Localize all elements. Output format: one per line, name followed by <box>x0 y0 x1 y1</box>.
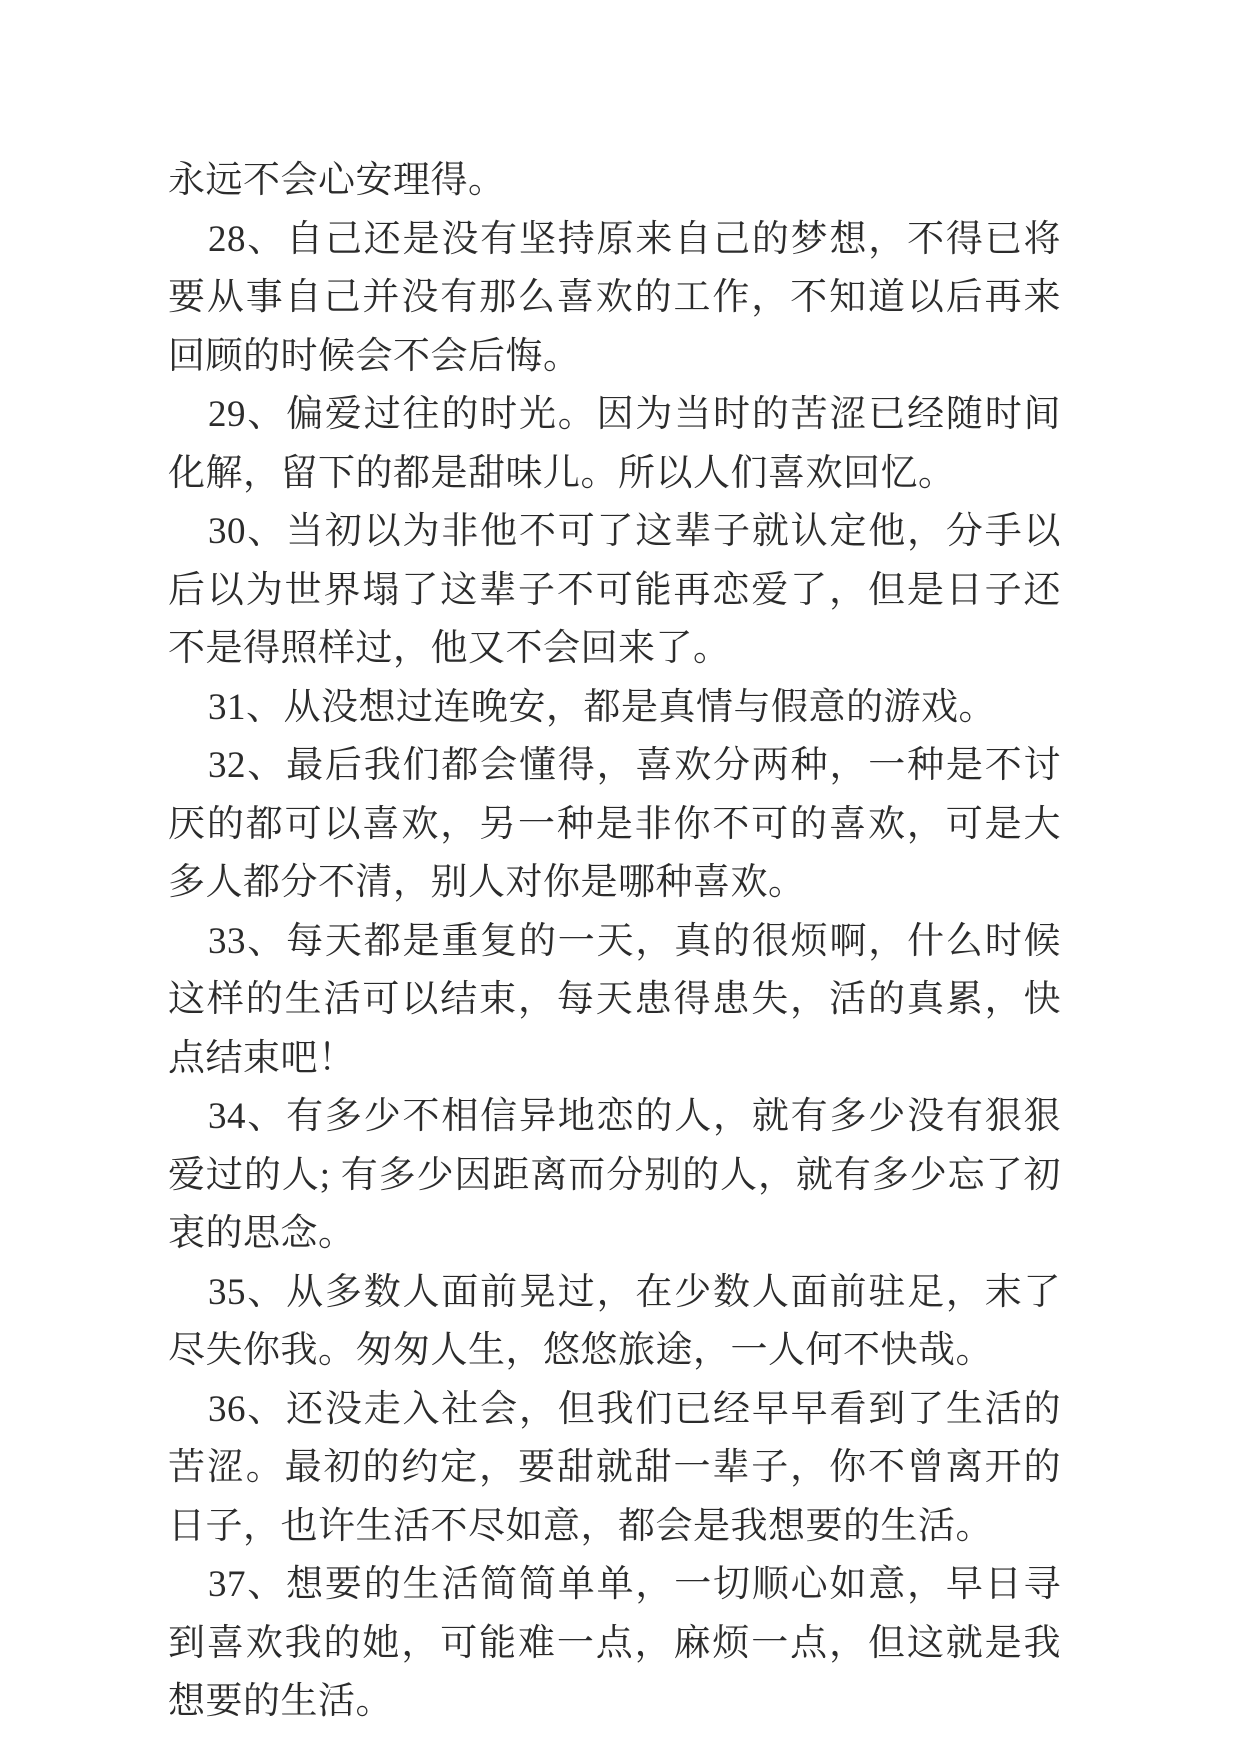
paragraph-item-33: 33、每天都是重复的一天，真的很烦啊，什么时候这样的生活可以结束，每天患得患失，活的真累，快点结束吧！ <box>168 920 1061 1079</box>
paragraph-item-30: 30、当初以为非他不可了这辈子就认定他，分手以后以为世界塌了这辈子不可能再恋爱了，但是日子还不是得照样过，他又不会回来了。 <box>168 511 1061 669</box>
paragraph-item-31: 31、从没想过连晚安，都是真情与假意的游戏。 <box>208 686 996 728</box>
document-body <box>168 152 1061 1732</box>
paragraph-item-34: 34、有多少不相信异地恋的人，就有多少没有狠狠爱过的人; 有多少因距离而分别的人，就有多少忘了初衷的思念。 <box>168 1096 1061 1254</box>
paragraph-continuation: 永远不会心安理得。 <box>168 160 506 201</box>
paragraph-item-29: 29、偏爱过往的时光。因为当时的苦涩已经随时间化解，留下的都是甜味儿。所以人们喜欢回忆。 <box>168 394 1061 494</box>
paragraph-item-32: 32、最后我们都会懂得，喜欢分两种，一种是不讨厌的都可以喜欢，另一种是非你不可的喜欢，可是大多人都分不清，别人对你是哪种喜欢。 <box>168 745 1061 903</box>
paragraph-item-35: 35、从多数人面前晃过，在少数人面前驻足，末了尽失你我。匆匆人生，悠悠旅途，一人何不快哉。 <box>168 1271 1061 1371</box>
paragraph-item-28: 28、自己还是没有坚持原来自己的梦想，不得已将要从事自己并没有那么喜欢的工作，不知道以后再来回顾的时候会不会后悔。 <box>168 218 1061 377</box>
paragraph-item-36: 36、还没走入社会，但我们已经早早看到了生活的苦涩。最初的约定，要甜就甜一辈子，你不曾离开的日子，也许生活不尽如意，都会是我想要的生活。 <box>168 1388 1061 1547</box>
paragraph-item-37: 37、想要的生活简简单单，一切顺心如意，早日寻到喜欢我的她，可能难一点，麻烦一点，但这就是我想要的生活。 <box>168 1564 1061 1722</box>
